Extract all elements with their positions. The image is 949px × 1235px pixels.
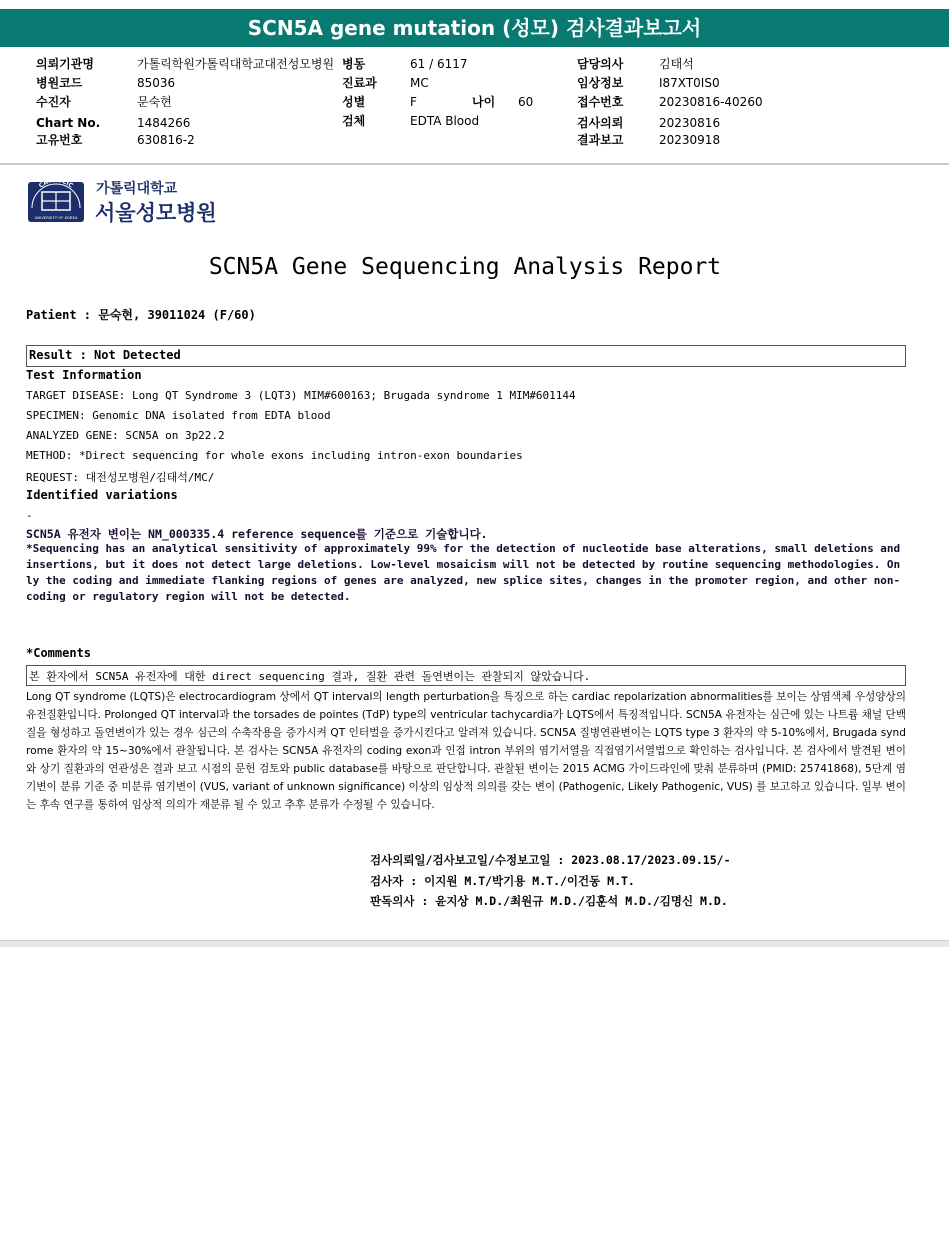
ward-label: 병동 bbox=[342, 57, 366, 71]
disclaimer-text: *Sequencing has an analytical sensitivity of approximately 99% for the detection of nucleotide base alterations, small deletions and insertions, but it does not detect large deletions. Low-level mosaicism will not be detected by routine sequencing methodologies. Only the coding and immediate flanking regions of genes are analyzed, new splice sites, changes in the promoter region, and other non-coding or regulatory region will not be detected. bbox=[26, 542, 901, 603]
emblem-bottom-text: UNIVERSITY OF KOREA bbox=[34, 215, 78, 220]
logo-title: 서울성모병원 bbox=[95, 201, 217, 225]
result-date-label: 결과보고 bbox=[577, 133, 624, 147]
specimen-label: 검체 bbox=[342, 114, 366, 128]
dates-line: 검사의뢰일/검사보고일/수정보고일 : 2023.08.17/2023.09.15/- bbox=[370, 853, 731, 867]
emblem-ring-text: CATHOLIC bbox=[37, 178, 75, 190]
test-info-heading: Test Information bbox=[26, 368, 142, 382]
patient-label: 수진자 bbox=[36, 95, 71, 109]
comment-box-text: 본 환자에서 SCN5A 유전자에 대한 direct sequencing 결과, 질환 관련 돌연변이는 관찰되지 않았습니다. bbox=[29, 670, 591, 683]
report-title: SCN5A Gene Sequencing Analysis Report bbox=[208, 254, 722, 280]
unique-no-value: 630816-2 bbox=[137, 133, 195, 147]
hospital-code-value: 85036 bbox=[137, 76, 176, 90]
doctor-value: 김태석 bbox=[659, 57, 694, 71]
hospital-code-label: 병원코드 bbox=[36, 76, 83, 90]
age-label: 나이 bbox=[472, 95, 496, 109]
sex-label: 성별 bbox=[342, 95, 366, 109]
age-value: 60 bbox=[518, 95, 534, 109]
unique-no-label: 고유번호 bbox=[36, 133, 83, 147]
sex-value: F bbox=[410, 95, 417, 109]
technicians-line: 검사자 : 이지원 M.T/박기용 M.T./이건동 M.T. bbox=[370, 874, 635, 888]
result-box bbox=[26, 345, 906, 367]
request-date-value: 20230816 bbox=[659, 116, 721, 130]
method-line: METHOD: *Direct sequencing for whole exons including intron-exon boundaries bbox=[26, 449, 523, 462]
target-disease: TARGET DISEASE: Long QT Syndrome 3 (LQT3) MIM#600163; Brugada syndrome 1 MIM#601144 bbox=[26, 389, 576, 402]
variations-value: - bbox=[26, 509, 33, 522]
logo-subtitle: 가톨릭대학교 bbox=[96, 181, 178, 197]
clinical-info-label: 임상정보 bbox=[577, 76, 624, 90]
institution-value: 가톨릭학원가톨릭대학교대전성모병원 bbox=[137, 57, 335, 71]
hospital-emblem-icon bbox=[26, 178, 86, 224]
result-text: Result : Not Detected bbox=[29, 348, 181, 362]
comment-body: Long QT syndrome (LQTS)은 electrocardiogram 상에서 QT interval의 length perturbation을 특징으로 하는 cardiac repolarization abnormalities를 보이는 상염색체 우성양상의 유전질환입니다. Prolonged QT interval과 the torsades de pointes (TdP) type의 ventricular tachycardia가 LQTS에서 특징적입니다. SCN5A 유전자는 심근에 있는 나트륨 채널 단백질을 형성하고 돌연변이가 있는 경우 심근의 수축작용을 증가시켜 QT 인터벌을 증가시킨다고 알려져 있습니다. SCN5A 질병연관변이는 LQTS type 3 환자의 약 5-10%에서, Brugada syndrome 환자의 약 15~30%에서 관찰됩니다. 본 검사는 SCN5A 유전자의 coding exon과 인접 intron 부위의 염기서열을 직접염기서열법으로 확인하는 검사입니다. 본 검사에서 발견된 변이와 상기 질환과의 연관성은 결과 보고 시점의 문헌 검토와 public database를 바탕으로 판단합니다. 관찰된 변이는 2015 ACMG 가이드라인에 맞춰 분류하며 (PMID: 25741868), 5단계 염기변이 분류 기준 중 미분류 염기변이 (VUS, variant of unknown significance) 이상의 임상적 의의를 갖는 변이 (Pathogenic, Likely Pathogenic, VUS) 를 보고하고 있습니다. 일부 변이는 후속 연구를 통하여 임상적 의의가 재분류 될 수 있고 추후 분류가 수정될 수 있습니다. bbox=[26, 691, 906, 811]
variations-heading: Identified variations bbox=[26, 488, 178, 502]
analyzed-gene: ANALYZED GENE: SCN5A on 3p22.2 bbox=[26, 429, 225, 442]
physicians-line: 판독의사 : 윤지상 M.D./최원규 M.D./김훈석 M.D./김명신 M.D. bbox=[370, 894, 728, 908]
ward-value: 61 / 6117 bbox=[410, 57, 468, 71]
receipt-label: 접수번호 bbox=[577, 95, 624, 109]
comment-box bbox=[26, 665, 906, 686]
specimen-value: EDTA Blood bbox=[410, 114, 480, 128]
dept-label: 진료과 bbox=[342, 76, 377, 90]
header-divider bbox=[0, 163, 949, 165]
patient-value: 문숙현 bbox=[137, 95, 172, 109]
reference-line: SCN5A 유전자 변이는 NM_000335.4 reference sequence를 기준으로 기술합니다. bbox=[26, 527, 488, 541]
specimen-line: SPECIMEN: Genomic DNA isolated from EDTA blood bbox=[26, 409, 331, 422]
clinical-info-value: I87XT0IS0 bbox=[659, 76, 720, 90]
comments-heading: *Comments bbox=[26, 646, 92, 660]
patient-line: Patient : 문숙현, 39011024 (F/60) bbox=[26, 308, 256, 322]
result-date-value: 20230918 bbox=[659, 133, 721, 147]
receipt-value: 20230816-40260 bbox=[659, 95, 763, 109]
dept-value: MC bbox=[410, 76, 429, 90]
chart-no-value: 1484266 bbox=[137, 116, 191, 130]
institution-label: 의뢰기관명 bbox=[36, 57, 94, 71]
footer-divider bbox=[0, 940, 949, 947]
report-header-title: SCN5A gene mutation (성모) 검사결과보고서 bbox=[0, 9, 949, 47]
chart-no-label: Chart No. bbox=[36, 116, 101, 130]
request-date-label: 검사의뢰 bbox=[577, 116, 624, 130]
doctor-label: 담당의사 bbox=[577, 57, 624, 71]
request-line: REQUEST: 대전성모병원/김태석/MC/ bbox=[26, 471, 215, 484]
